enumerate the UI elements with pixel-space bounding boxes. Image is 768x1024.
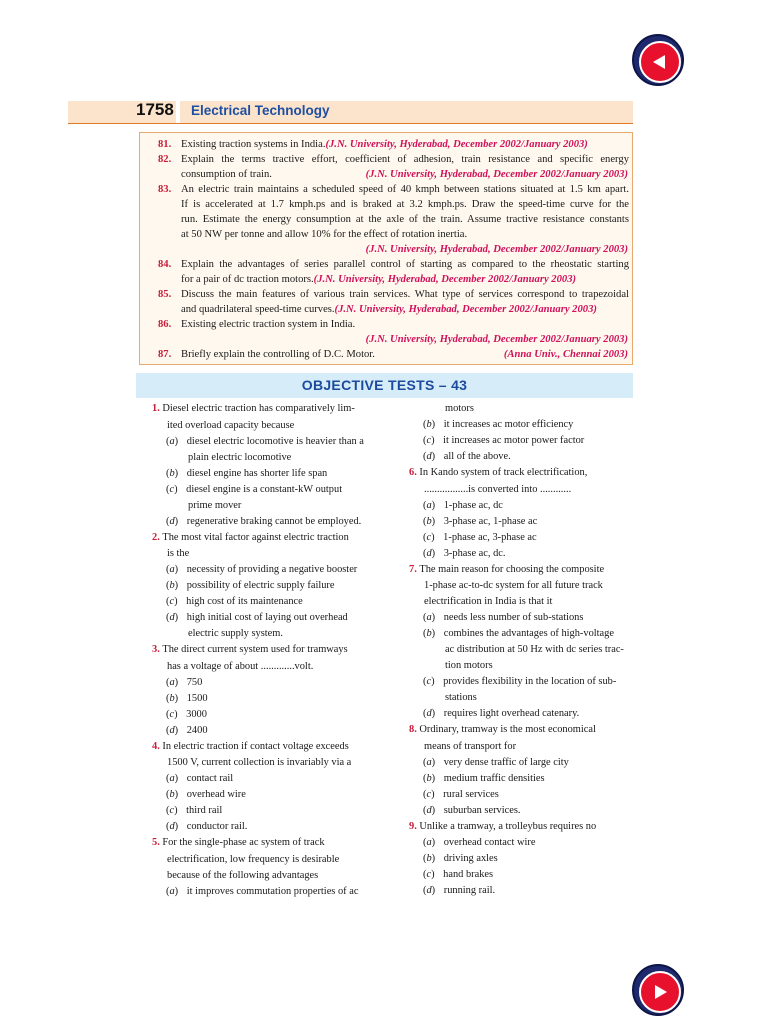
answer-option [166,611,348,625]
question-text: Briefly explain the controlling of D.C. Motor. [181,349,375,360]
option-letter: (a) [166,885,179,897]
option-letter: (a) [423,499,436,511]
question-source: (Anna Univ., Chennai 2003) [503,349,628,360]
previous-arrow-icon [639,41,681,83]
option-text: 1-phase ac, 3-phase ac [440,531,537,543]
option-text: medium traffic densities [441,772,545,784]
option-continuation: ac distribution at 50 Hz with dc series trac- [445,644,624,655]
test-question-line [152,402,355,416]
question-source: (J.N. University, Hyderabad, December 2002/January 2003) [365,169,628,180]
question-number: 87. [158,349,172,360]
option-letter: (b) [423,772,436,784]
test-question-number: 7. [409,563,420,575]
option-letter: (d) [423,885,436,896]
answer-option [423,531,537,545]
question-source: (J.N. University, Hyderabad, December 2002/January 2003) [313,274,577,285]
option-letter: (c) [166,483,178,495]
answer-option [423,499,503,513]
option-text: it improves commutation properties of ac [184,885,359,897]
answer-option [423,707,579,721]
answer-option [423,788,499,802]
option-continuation: plain electric locomotive [188,451,292,463]
question-text: run. Estimate the energy consumption at the axle of the train. Assume tractive resistance constants [181,214,629,225]
option-letter: (c) [423,869,435,880]
question-text: Existing electric traction system in India. [181,319,356,330]
question-text: and quadrilateral speed-time curves.(J.N. University, Hyderabad, December 2002/January 2003) [181,304,597,315]
answer-option [166,435,364,449]
test-question-continuation: .................is converted into ............ [424,483,572,495]
question-number: 85. [158,289,172,300]
test-question-continuation: 1-phase ac-to-dc system for all future track [424,580,603,591]
option-letter: (b) [423,419,436,430]
question-number: 83. [158,184,172,195]
next-page-button[interactable] [632,964,684,1016]
option-letter: (c) [423,435,435,446]
option-text: diesel engine has shorter life span [184,467,328,479]
option-text: high initial cost of laying out overhead [184,612,348,623]
answer-option [423,515,537,529]
option-letter: (d) [423,451,436,462]
option-letter: (c) [423,676,435,687]
test-question-line [152,836,325,850]
test-question-text: Unlike a tramway, a trolleybus requires no [419,820,597,832]
option-letter: (d) [166,821,179,832]
question-text: Explain the terms tractive effort, coefficient of adhesion, train resistance and specific energy [181,154,629,165]
question-text: at 50 NW per tonne and allow 10% for the effect of rotation inertia. [181,229,468,240]
question-text: Existing traction systems in India.(J.N. University, Hyderabad, December 2002/January 2003) [181,139,588,150]
option-text: requires light overhead catenary. [441,708,580,719]
previous-page-button[interactable] [632,34,684,86]
option-letter: (d) [423,804,436,816]
option-text: overhead wire [184,789,246,800]
option-text: running rail. [441,885,496,896]
option-letter: (c) [166,805,178,816]
answer-option [423,434,584,448]
question-source: (J.N. University, Hyderabad, December 2002/January 2003) [365,244,628,255]
option-text: very dense traffic of large city [441,756,569,768]
question-text: consumption of train. [181,169,272,180]
option-letter: (d) [166,724,179,736]
option-text: it increases ac motor efficiency [441,419,574,430]
option-text: diesel engine is a constant-kW output [183,483,343,495]
option-text: diesel electric locomotive is heavier than a [184,435,364,447]
option-text: overhead contact wire [441,837,536,848]
test-question-text: The most vital factor against electric traction [162,531,349,543]
answer-option [423,611,583,625]
option-letter: (a) [166,435,179,447]
question-text: for a pair of dc traction motors.(J.N. University, Hyderabad, December 2002/January 2003) [181,274,577,285]
option-text: possibility of electric supply failure [184,580,335,591]
answer-option [166,692,208,706]
answer-option [423,804,521,818]
test-question-number: 8. [409,724,420,735]
option-letter: (b) [423,628,436,639]
option-text: 1-phase ac, dc [441,499,503,511]
question-text: An electric train maintains a scheduled speed of 40 kmph between stations situated at 1.5 km apart. [181,184,629,195]
option-text: conductor rail. [184,821,248,832]
option-text: third rail [183,805,223,816]
option-text: 1500 [184,692,208,704]
option-text: suburban services. [441,804,521,816]
option-continuation: prime mover [188,499,242,511]
test-question-line [409,466,587,480]
question-number: 81. [158,139,172,150]
header-divider [176,101,180,123]
objective-tests-banner [136,373,633,398]
question-source: (J.N. University, Hyderabad, December 2002/January 2003) [365,334,628,345]
option-continuation: motors [445,403,474,414]
answer-option [166,467,327,481]
option-letter: (b) [166,692,179,704]
option-letter: (d) [166,515,179,527]
option-letter: (b) [423,515,436,527]
option-letter: (a) [166,773,179,784]
option-letter: (c) [166,596,178,607]
answer-option [423,547,505,561]
option-continuation: electric supply system. [188,628,283,639]
option-letter: (c) [423,788,435,800]
test-question-line [152,531,349,545]
answer-option [166,885,358,899]
answer-option [423,868,493,882]
option-letter: (d) [166,612,179,623]
page-number: 1758 [136,100,174,119]
option-letter: (c) [166,708,178,720]
question-number: 84. [158,259,172,270]
answer-option [423,418,573,432]
option-text: high cost of its maintenance [183,596,303,607]
test-question-continuation: ited overload capacity because [167,419,295,431]
option-text: driving axles [441,853,498,864]
test-question-number: 2. [152,531,163,543]
question-source: (J.N. University, Hyderabad, December 2002/January 2003) [325,139,588,150]
option-text: necessity of providing a negative booster [184,564,358,575]
question-source: (J.N. University, Hyderabad, December 2002/January 2003) [334,304,597,315]
answer-option [423,772,545,786]
answer-option [166,579,334,593]
test-question-text: In Kando system of track electrification, [419,467,588,478]
question-text: If is accelerated at 1.7 kmph.ps and is braked at 3.2 kmph.ps. Draw the speed-time curve for the [181,199,629,210]
option-letter: (b) [166,467,179,479]
option-text: all of the above. [441,451,511,462]
option-continuation: stations [445,692,477,703]
answer-option [423,852,498,866]
option-letter: (d) [423,708,436,719]
option-letter: (a) [423,837,436,848]
test-question-number: 4. [152,740,163,752]
option-text: it increases ac motor power factor [440,435,585,446]
test-question-line [152,643,348,657]
answer-option [423,675,616,689]
answer-option [423,884,495,898]
test-question-text: Diesel electric traction has comparatively lim- [162,403,355,414]
objective-tests-title: OBJECTIVE TESTS – 43 [301,377,468,393]
option-text: 3-phase ac, dc. [441,547,506,559]
option-letter: (a) [423,756,436,768]
book-title: Electrical Technology [191,103,330,118]
answer-option [166,724,208,738]
test-question-text: The direct current system used for tramways [162,644,348,655]
test-question-text: In electric traction if contact voltage exceeds [162,740,349,752]
option-letter: (c) [423,531,435,543]
review-questions-box [139,132,633,365]
option-letter: (a) [423,612,436,623]
option-letter: (b) [166,580,179,591]
answer-option [166,483,342,497]
option-text: hand brakes [440,869,494,880]
test-question-line [409,563,604,577]
test-question-continuation: 1500 V, current collection is invariably via a [167,757,352,768]
option-text: rural services [440,788,499,800]
answer-option [166,708,207,722]
option-text: regenerative braking cannot be employed. [184,515,362,527]
test-question-continuation: has a voltage of about .............volt. [167,660,314,672]
test-question-continuation: because of the following advantages [167,869,319,881]
answer-option [166,676,202,690]
option-letter: (a) [166,676,179,688]
test-question-line [409,820,596,834]
test-question-number: 6. [409,467,420,478]
option-continuation: tion motors [445,660,493,671]
option-letter: (b) [423,853,436,864]
test-question-number: 9. [409,820,420,832]
test-question-text: For the single-phase ac system of track [162,837,325,848]
question-text: Discuss the main features of various train services. What type of services correspond to trapezoidal [181,289,629,300]
test-question-continuation: electrification in India is that it [424,596,553,607]
test-question-number: 1. [152,403,163,414]
question-text: Explain the advantages of series parallel control of starting as compared to the rheostatic starting [181,259,629,270]
option-text: provides flexibility in the location of sub- [440,676,617,687]
test-question-number: 3. [152,644,163,655]
option-text: combines the advantages of high-voltage [441,628,614,639]
next-arrow-icon [639,971,681,1013]
answer-option [166,788,246,802]
option-text: 3000 [183,708,207,720]
option-letter: (a) [166,564,179,575]
question-number: 82. [158,154,172,165]
answer-option [166,804,222,818]
option-text: needs less number of sub-stations [441,612,584,623]
answer-option [166,515,361,529]
option-letter: (b) [166,789,179,800]
test-question-continuation: electrification, low frequency is desirable [167,853,340,865]
test-question-line [409,723,596,737]
question-number: 86. [158,319,172,330]
option-text: contact rail [184,773,234,784]
answer-option [423,836,535,850]
test-question-continuation: means of transport for [424,740,517,752]
test-question-text: Ordinary, tramway is the most economical [419,724,596,735]
answer-option [166,820,247,834]
answer-option [166,772,233,786]
answer-option [423,756,569,770]
test-question-text: The main reason for choosing the composite [419,563,605,575]
test-question-number: 5. [152,837,163,848]
option-text: 2400 [184,724,208,736]
test-question-line [152,740,349,754]
test-question-continuation: is the [167,548,190,559]
answer-option [423,450,511,464]
answer-option [166,595,303,609]
answer-option [166,563,357,577]
option-letter: (d) [423,547,436,559]
answer-option [423,627,614,641]
option-text: 3-phase ac, 1-phase ac [441,515,538,527]
option-text: 750 [184,676,203,688]
